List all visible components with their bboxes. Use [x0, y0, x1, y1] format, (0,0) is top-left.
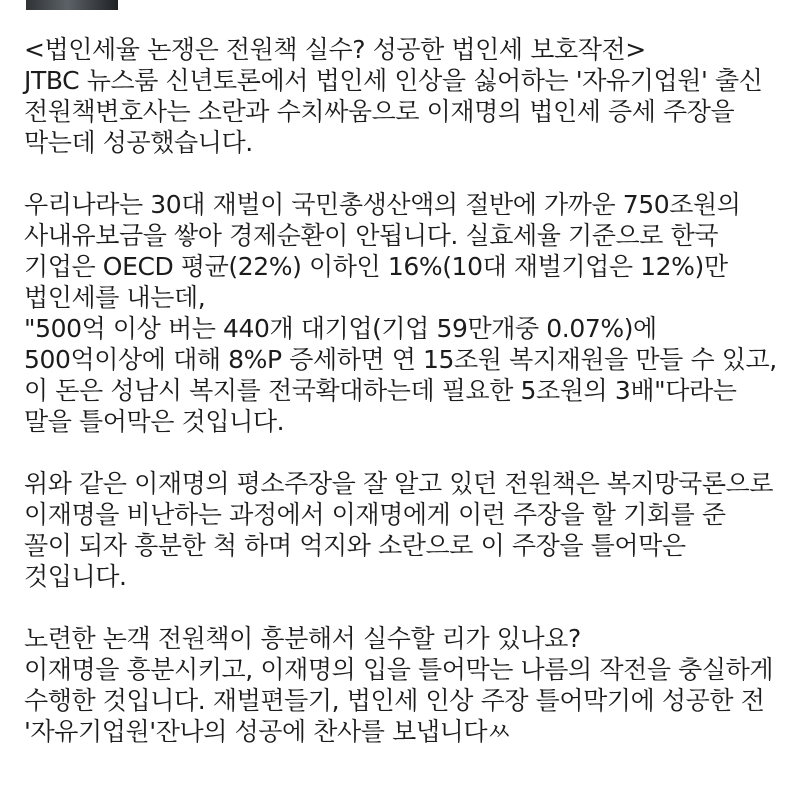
text-line: "500억 이상 버는 440개 대기업(기업 59만개중 0.07%)에 [24, 314, 657, 343]
text-line: 위와 같은 이재명의 평소주장을 잘 알고 있던 전원책은 복지망국론으로 [24, 469, 774, 498]
viewport-cutoff [0, 792, 800, 800]
text-line: 전원책변호사는 소란과 수치싸움으로 이재명의 법인세 증세 주장을 [24, 97, 735, 126]
paragraph-2 [24, 189, 784, 437]
text-line: 말을 틀어막은 것입니다. [24, 407, 285, 436]
paragraph-3 [24, 468, 784, 592]
post-body [24, 34, 784, 747]
text-line: 수행한 것입니다. 재벌편들기, 법인세 인상 주장 틀어막기에 성공한 전 [24, 686, 765, 715]
text-line: 막는데 성공했습니다. [24, 128, 253, 157]
text-line: 노련한 논객 전원책이 흥분해서 실수할 리가 있나요? [24, 624, 581, 653]
paragraph-4 [24, 623, 784, 747]
paragraph-headline [24, 34, 784, 158]
text-line: 것입니다. [24, 562, 127, 591]
text-line: '자유기업원'잔나의 성공에 찬사를 보냅니다ㅆ [24, 717, 511, 746]
text-line: 500억이상에 대해 8%P 증세하면 연 15조원 복지재원을 만들 수 있고, [24, 345, 777, 374]
text-line: JTBC 뉴스룸 신년토론에서 법인세 인상을 싫어하는 '자유기업원' 출신 [24, 66, 763, 95]
paragraph-gap [24, 158, 784, 189]
text-line: 사내유보금을 쌓아 경제순환이 안됩니다. 실효세율 기준으로 한국 [24, 221, 719, 250]
text-line: 이재명을 흥분시키고, 이재명의 입을 틀어막는 나름의 작전을 충실하게 [24, 655, 774, 684]
paragraph-gap [24, 437, 784, 468]
paragraph-gap [24, 592, 784, 623]
text-line: 기업은 OECD 평균(22%) 이하인 16%(10대 재벌기업은 12%)만 [24, 252, 728, 281]
text-line: 꼴이 되자 흥분한 척 하며 억지와 소란으로 이 주장을 틀어막은 [24, 531, 686, 560]
text-line: 이재명을 비난하는 과정에서 이재명에게 이런 주장을 할 기회를 준 [24, 500, 726, 529]
text-line: 법인세를 내는데, [24, 283, 206, 312]
avatar [26, 0, 118, 10]
text-line: 이 돈은 성남시 복지를 전국확대하는데 필요한 5조원의 3배"다라는 [24, 376, 737, 405]
text-line: 우리나라는 30대 재벌이 국민총생산액의 절반에 가까운 750조원의 [24, 190, 741, 219]
post-title: <법인세율 논쟁은 전원책 실수? 성공한 법인세 보호작전> [24, 35, 646, 64]
